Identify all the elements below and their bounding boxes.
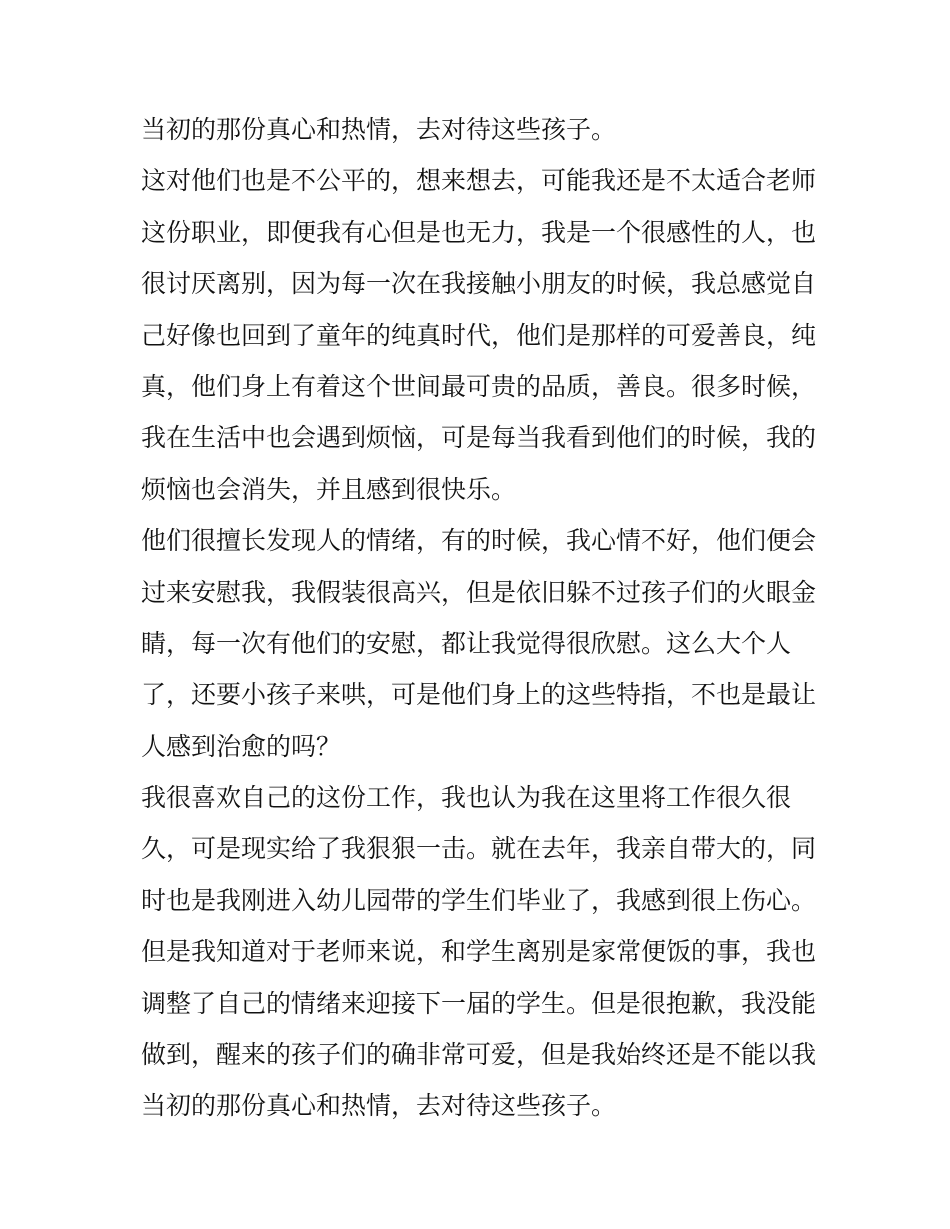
body-text: [141, 104, 817, 1132]
text-line: 这份职业，即便我有心但是也无力，我是一个很感性的人，也: [141, 217, 817, 247]
text-line: 当初的那份真心和热情，去对待这些孩子。: [141, 115, 617, 144]
text-line: 但是我知道对于老师来说，和学生离别是家常便饭的事，我也: [141, 937, 817, 967]
text-line: 时也是我刚进入幼儿园带的学生们毕业了，我感到很上伤心。: [141, 885, 817, 915]
text-line: 我在生活中也会遇到烦恼，可是每当我看到他们的时候，我的: [141, 423, 817, 453]
text-line: 这对他们也是不公平的，想来想去，可能我还是不太适合老师: [141, 166, 817, 196]
text-line: 过来安慰我，我假装很高兴，但是依旧躲不过孩子们的火眼金: [141, 577, 817, 607]
text-line: 真，他们身上有着这个世间最可贵的品质，善良。很多时候，: [141, 371, 817, 401]
text-line: 久，可是现实给了我狠狠一击。就在去年，我亲自带大的，同: [141, 834, 817, 864]
text-line: 调整了自己的情绪来迎接下一届的学生。但是很抱歉，我没能: [141, 988, 817, 1018]
text-line: 很讨厌离别，因为每一次在我接触小朋友的时候，我总感觉自: [141, 269, 817, 299]
text-line: 他们很擅长发现人的情绪，有的时候，我心情不好，他们便会: [141, 526, 817, 556]
text-line: 睛，每一次有他们的安慰，都让我觉得很欣慰。这么大个人: [141, 628, 792, 658]
text-line: 烦恼也会消失，并且感到很快乐。: [141, 474, 517, 504]
text-line: 己好像也回到了童年的纯真时代，他们是那样的可爱善良，纯: [141, 320, 817, 350]
text-line: 人感到治愈的吗？: [141, 731, 342, 761]
text-line: 当初的那份真心和热情，去对待这些孩子。: [141, 1091, 617, 1121]
text-line: 做到，醒来的孩子们的确非常可爱，但是我始终还是不能以我: [141, 1040, 817, 1070]
text-line: 我很喜欢自己的这份工作，我也认为我在这里将工作很久很: [141, 783, 792, 813]
text-line: 了，还要小孩子来哄，可是他们身上的这些特指，不也是最让: [141, 680, 817, 710]
